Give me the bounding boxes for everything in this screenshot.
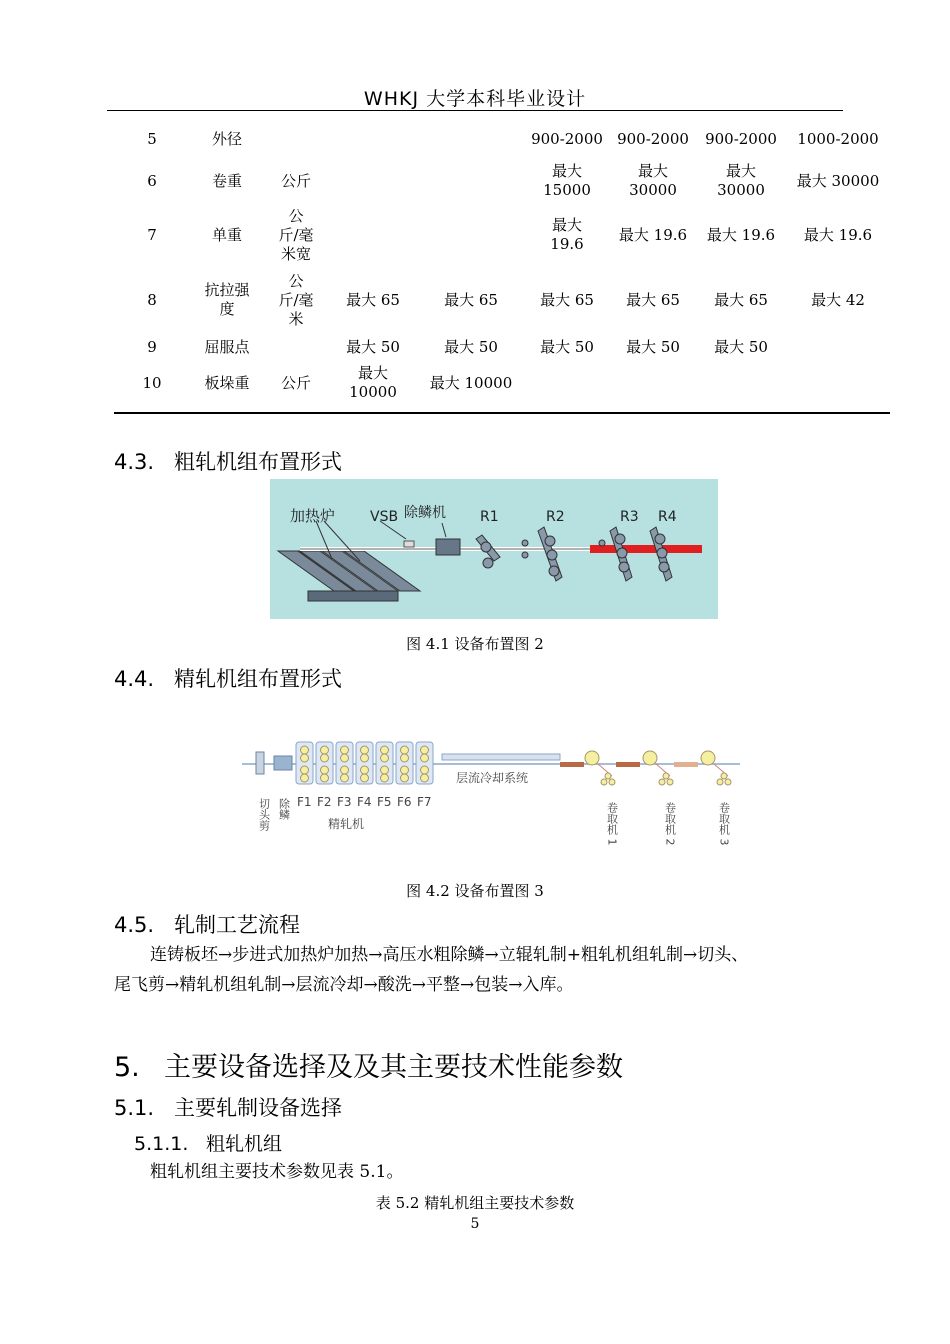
table-5-2-caption: 表 5.2 精轧机组主要技术参数	[375, 1194, 575, 1212]
table-bottom-rule	[114, 412, 890, 414]
label-furnace: 加热炉	[290, 507, 336, 525]
table-cell-item: 屈服点	[204, 337, 250, 356]
table-roller	[522, 552, 528, 558]
finishing-mill-layout-figure	[240, 736, 740, 860]
table-cell-c1: 最大 65	[346, 290, 400, 309]
table-row	[114, 156, 890, 206]
table-cell-c2: 最大 50	[444, 337, 498, 356]
table-cell-c1	[328, 156, 418, 206]
table-cell-c3: 最大 50	[540, 337, 594, 356]
paragraph-5-1-1: 粗轧机组主要技术参数见表 5.1。	[150, 1162, 404, 1182]
table-cell-c3: 最大 65	[540, 290, 594, 309]
table-row	[114, 336, 890, 358]
table-cell-c4: 900-2000	[617, 129, 689, 148]
heading-text: 粗轧机组布置形式	[174, 450, 342, 474]
label-finishing-mill: 精轧机	[328, 817, 365, 831]
table-cell-item: 板垛重	[204, 373, 250, 392]
table-cell-c5: 最大 50	[714, 337, 768, 356]
heading-text: 轧制工艺流程	[174, 913, 300, 937]
heading-4-4	[114, 663, 342, 693]
label-r3: R3	[620, 509, 639, 525]
heading-number: 4.5.	[114, 913, 155, 937]
heading-4-3	[114, 446, 342, 476]
heading-text: 主要设备选择及及其主要技术性能参数	[164, 1052, 623, 1083]
table-cell-c6: 最大 30000	[796, 171, 880, 190]
table-cell-unit: 公 斤/毫 米宽	[278, 206, 314, 263]
label-crop-shear: 切头剪	[257, 798, 271, 831]
stand-f2	[316, 742, 333, 784]
table-cell-c2: 最大 10000	[429, 373, 513, 392]
table-cell-no: 5	[147, 129, 157, 148]
crop-shear-unit	[256, 752, 264, 774]
spec-table	[114, 122, 890, 408]
table-cell-c5: 最大 30000	[717, 162, 765, 199]
stand-label: F1	[297, 795, 312, 809]
stand-f4	[356, 742, 373, 784]
heading-4-5	[114, 909, 300, 939]
table-cell-unit: 公斤	[280, 373, 311, 392]
stand-f6	[396, 742, 413, 784]
table-cell-c5: 900-2000	[705, 129, 777, 148]
heading-5	[114, 1045, 623, 1084]
finishing-stands	[296, 742, 433, 784]
table-cell-c3: 最大 19.6	[550, 216, 584, 253]
table-cell-c3	[524, 358, 610, 408]
heading-number: 4.4.	[114, 667, 155, 691]
table-cell-c5	[696, 358, 786, 408]
heading-number: 5.	[114, 1052, 140, 1083]
table-cell-c1	[328, 206, 418, 264]
stand-label: F6	[397, 795, 412, 809]
table-row	[114, 264, 890, 336]
label-r1: R1	[480, 509, 499, 525]
process-flow-line-1: 连铸板坯→步进式加热炉加热→高压水粗除鳞→立辊轧制+粗轧机组轧制→切头、	[150, 945, 749, 965]
table-cell-no: 7	[147, 225, 157, 244]
label-r4: R4	[658, 509, 677, 525]
table-cell-c6: 最大 19.6	[803, 225, 873, 244]
rough-mill-layout-figure	[270, 479, 718, 619]
table-cell-c3: 最大 15000	[543, 162, 591, 199]
coiler-table-1	[560, 762, 584, 767]
table-cell-unit	[264, 336, 328, 358]
table-cell-item: 抗拉强 度	[204, 281, 250, 318]
label-r2: R2	[546, 509, 565, 525]
coiler-1	[585, 751, 615, 785]
stand-label: F7	[417, 795, 432, 809]
table-cell-c4	[610, 358, 696, 408]
table-cell-no: 9	[147, 337, 157, 356]
stand-label: F4	[357, 795, 372, 809]
heading-5-1	[114, 1092, 342, 1122]
label-coiler-1: 卷取机 1	[605, 802, 619, 846]
table-cell-c4: 最大 30000	[629, 162, 677, 199]
figure-4-1-caption: 图 4.1 设备布置图 2	[406, 635, 544, 653]
table-cell-unit	[264, 122, 328, 156]
table-row	[114, 122, 890, 156]
stand-label: F5	[377, 795, 392, 809]
heading-text: 主要轧制设备选择	[174, 1096, 342, 1120]
table-cell-no: 10	[142, 373, 162, 392]
stand-labels	[297, 795, 432, 809]
table-cell-c6: 最大 42	[811, 290, 865, 309]
label-coiler-3: 卷取机 3	[717, 802, 731, 846]
table-cell-no: 8	[147, 290, 157, 309]
table-cell-c2	[418, 122, 524, 156]
heading-number: 4.3.	[114, 450, 155, 474]
table-cell-c4: 最大 65	[626, 290, 680, 309]
table-roller	[522, 540, 528, 546]
header-rule	[107, 110, 843, 111]
descaler-unit	[436, 539, 460, 555]
table-cell-unit: 公斤	[280, 171, 311, 190]
table-cell-c1: 最大 10000	[349, 364, 397, 401]
heading-number: 5.1.1.	[134, 1133, 189, 1155]
page-number: 5	[470, 1216, 480, 1232]
table-cell-item: 卷重	[211, 171, 242, 190]
heading-5-1-1	[134, 1129, 282, 1156]
process-flow-line-2: 尾飞剪→精轧机组轧制→层流冷却→酸洗→平整→包装→入库。	[114, 975, 574, 995]
table-cell-c2	[418, 206, 524, 264]
table-cell-unit: 公 斤/毫 米	[278, 271, 314, 328]
table-cell-c2: 最大 65	[444, 290, 498, 309]
page-header-title: WHKJ 大学本科毕业设计	[363, 88, 587, 110]
table-cell-c2	[418, 156, 524, 206]
table-row	[114, 206, 890, 264]
laminar-cooling-headers	[442, 754, 560, 760]
stand-label: F3	[337, 795, 352, 809]
coiler-3	[701, 751, 731, 785]
label-coiler-2: 卷取机 2	[663, 802, 677, 846]
coiler-table-3	[674, 762, 698, 767]
label-cooling: 层流冷却系统	[456, 771, 529, 785]
descaler-unit	[274, 756, 292, 770]
stand-label: F2	[317, 795, 332, 809]
table-row	[114, 358, 890, 408]
table-cell-c6	[786, 358, 890, 408]
table-cell-c6	[786, 336, 890, 358]
stand-f5	[376, 742, 393, 784]
heading-number: 5.1.	[114, 1096, 155, 1120]
coiler-2	[643, 751, 673, 785]
table-cell-c1	[328, 122, 418, 156]
table-roller	[599, 540, 605, 546]
heading-text: 粗轧机组	[206, 1133, 283, 1155]
label-descaler: 除鳞机	[404, 505, 446, 521]
label-vsb: VSB	[370, 509, 399, 525]
stand-f3	[336, 742, 353, 784]
label-descale: 除鳞	[277, 798, 291, 820]
vsb-unit	[404, 541, 414, 547]
table-cell-item: 外径	[211, 129, 242, 148]
heading-text: 精轧机组布置形式	[174, 667, 342, 691]
hot-strip	[590, 545, 702, 553]
table-cell-no: 6	[147, 171, 157, 190]
coiler-table-2	[616, 762, 640, 767]
figure-4-2-caption: 图 4.2 设备布置图 3	[406, 882, 544, 900]
table-cell-c1: 最大 50	[346, 337, 400, 356]
stand-f1	[296, 742, 313, 784]
table-cell-c4: 最大 50	[626, 337, 680, 356]
table-cell-c5: 最大 19.6	[706, 225, 776, 244]
table-cell-item: 单重	[211, 225, 242, 244]
table-cell-c5: 最大 65	[714, 290, 768, 309]
stand-f7	[416, 742, 433, 784]
table-cell-c6: 1000-2000	[797, 129, 879, 148]
table-cell-c3: 900-2000	[531, 129, 603, 148]
table-cell-c4: 最大 19.6	[618, 225, 688, 244]
